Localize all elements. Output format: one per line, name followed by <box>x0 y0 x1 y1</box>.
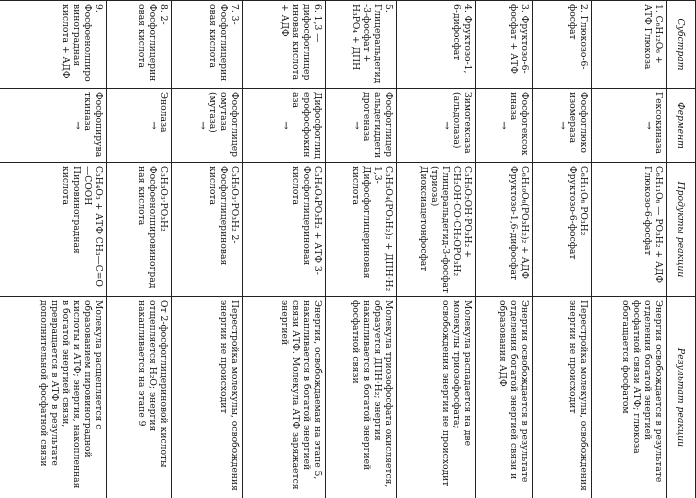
table-row <box>397 1 476 498</box>
products-cell: C₃H₄O₄PO₃H₂ + АТФ 3-Фосфоглицериновая кислота <box>243 163 326 297</box>
header-row <box>667 1 696 498</box>
enzyme-label: Фосфогексокиназа <box>508 92 530 156</box>
reaction-arrow: → <box>197 121 208 130</box>
enzyme-label: Гексокиназа <box>653 92 664 154</box>
reaction-arrow: → <box>498 121 509 130</box>
enzyme-cell <box>107 89 172 163</box>
products-cell: C₆H₁₁O₆ PO₃H₂ Фруктозо-6-фосфат <box>533 163 592 297</box>
reaction-arrow: → <box>557 121 568 130</box>
substrate-cell: 1. C₆H₁₂O₆ + АТФ Глюкоза <box>592 1 667 89</box>
reaction-arrow: → <box>441 121 452 130</box>
substrate-cell: 6. 1,3 — дифосфоглицериновая кислота + АДФ <box>243 1 326 89</box>
products-cell: C₃H₅O₂OH·PO₃H₂ + CH₂OH·CO·CH₂OPO₃H₂ Глицеральдегид-3-фосфат (триоза) Диоксиацетонфосфат <box>397 163 476 297</box>
header-products: Продукты реакции <box>667 163 696 297</box>
products-cell: C₃H₃O₄(PO₃H₂)₂ + ДПН·H₂ 1,3-Дифосфоглицериновая кислота <box>326 163 397 297</box>
enzyme-label: Фосфоглюкоизомераза <box>567 92 589 153</box>
table-row <box>326 1 397 498</box>
enzyme-cell <box>476 89 533 163</box>
table-row <box>172 1 243 498</box>
enzyme-cell <box>326 89 397 163</box>
substrate-cell: 8. 2-Фосфоглицериновая кислота <box>107 1 172 89</box>
table-row <box>476 1 533 498</box>
substrate-cell: 9. Фосфоенолпировиноградная кислота + АДФ <box>0 1 107 89</box>
result-cell: Перестройка молекулы, освобождения энергии не происходит <box>533 297 592 498</box>
reaction-arrow: → <box>351 121 362 130</box>
substrate-cell: 4. Фруктозо-1, 6-дифосфат <box>397 1 476 89</box>
substrate-cell: 3. Фруктозо-6-фосфат + АТФ <box>476 1 533 89</box>
reaction-arrow: → <box>280 121 291 130</box>
enzyme-label: Зимогексаза (альдолаза) <box>451 92 473 154</box>
products-cell: C₃H₃O₃·PO₃H₂ Фосфоенолпировиноградная кислота <box>107 163 172 297</box>
enzyme-cell <box>533 89 592 163</box>
result-cell: От 2-фосфоглицериновой кислоты отщепляется H₂O; энергия накапливается на этапе 9 <box>107 297 172 498</box>
enzyme-cell <box>0 89 107 163</box>
result-cell: Перестройка молекулы, освобождения энергии не происходит <box>172 297 243 498</box>
enzyme-label: Фосфоглицеральдегиддегидрогеназа <box>361 92 394 159</box>
reaction-arrow: → <box>643 121 654 130</box>
products-cell: C₃H₄O₃ + АТФ CH₃—C=O—COOH Пировиноградная кислота <box>0 163 107 297</box>
table-row <box>107 1 172 498</box>
result-cell: Энергия освобождается в результате отделения богатой энергией связи и образования АДФ <box>476 297 533 498</box>
result-cell: Молекула распадается на две молекулы триозофосфата; освобождения энергии не происходит <box>397 297 476 498</box>
enzyme-label: Фосфопируваткиназа <box>82 92 104 158</box>
enzyme-cell <box>592 89 667 163</box>
reaction-arrow: → <box>148 121 159 130</box>
enzyme-label: Дифосфоглицерофосфокиназа <box>290 92 323 159</box>
header-result: Результат реакции <box>667 297 696 498</box>
table-row <box>243 1 326 498</box>
result-cell: Молекула расщепляется с образованием пировиноградной кислоты и АТФ; энергия, накопленная в богатой энергией связи, превращается в АТФ в результате дополнительной фосфатной связи <box>0 297 107 498</box>
enzyme-label: Фосфоглицеромутаза (мутаза) <box>207 92 240 158</box>
header-enzyme: Фермент <box>667 89 696 163</box>
header-substrate: Субстрат <box>667 1 696 89</box>
substrate-cell: 5. Глицеральдегид-3-фосфат + H₃PO₄ + ДПН <box>326 1 397 89</box>
table-row <box>592 1 667 498</box>
enzyme-cell <box>243 89 326 163</box>
enzyme-cell <box>172 89 243 163</box>
products-cell: C₃H₅O₃·PO₃H₂ 2-Фосфоглицериновая кислота <box>172 163 243 297</box>
products-cell: C₆H₁₀O₆(PO₃H₂)₂ + АДФ Фруктозо-1,6-дифосфат <box>476 163 533 297</box>
enzyme-cell <box>397 89 476 163</box>
result-cell: Энергия, освобождаемая на этапе 5, накапливается в богатой энергией связи АТФ. Молекула АТФ заряжается энергией <box>243 297 326 498</box>
substrate-cell: 2. Глюкозо-6-фосфат <box>533 1 592 89</box>
enzyme-label: Энолаза <box>158 92 169 133</box>
table-row <box>533 1 592 498</box>
reaction-arrow: → <box>72 121 83 130</box>
substrate-cell: 7. 3-Фосфоглицериновая кислота <box>172 1 243 89</box>
result-cell: Молекула триозофосфата окисляется, образуется ДПН·H₂; энергия накапливается в богатой энергией фосфатной связи <box>326 297 397 498</box>
products-cell: C₆H₁₁O₆ — PO₃H₂ + АДФ Глюкозо-6-фосфат <box>592 163 667 297</box>
result-cell: Энергия освобождается в результате отделения богатой энергией фосфатной связи АТФ; глюкоза обогащается фосфатом <box>592 297 667 498</box>
table-row <box>0 1 107 498</box>
